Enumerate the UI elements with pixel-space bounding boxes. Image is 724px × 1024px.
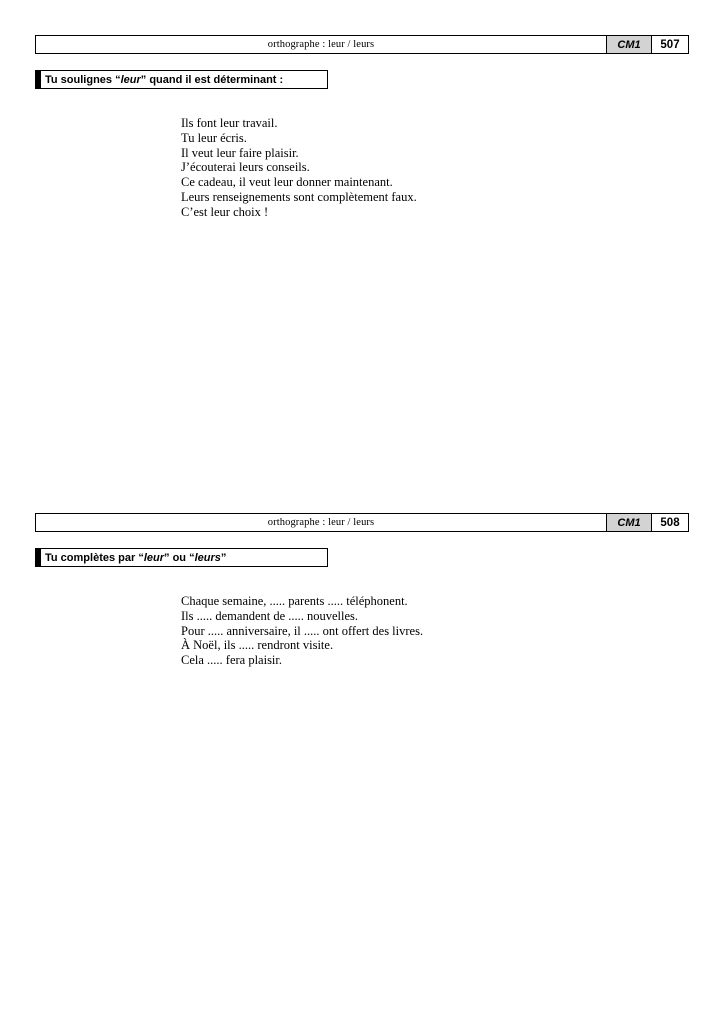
exercise-level-badge: CM1 xyxy=(606,36,651,53)
sentence-item: Leurs renseignements sont complètement faux. xyxy=(181,189,417,204)
sentence-item: Il veut leur faire plaisir. xyxy=(181,145,299,160)
sentence-item: Ce cadeau, il veut leur donner maintenant. xyxy=(181,175,393,190)
exercise-header xyxy=(35,513,689,532)
sentence-item: Pour ..... anniversaire, il ..... ont offert des livres. xyxy=(181,623,424,638)
instruction-prefix: Tu complètes par “ xyxy=(45,551,144,564)
instruction-emphasis-2: leurs xyxy=(194,551,221,564)
instruction-box xyxy=(35,70,328,89)
exercise-block-507 xyxy=(35,35,689,220)
sentence-list xyxy=(35,594,689,668)
instruction-emphasis: leur xyxy=(120,73,141,86)
sentence-item: Ils ..... demandent de ..... nouvelles. xyxy=(181,608,359,623)
sentence-item: J’écouterai leurs conseils. xyxy=(181,160,310,175)
sentence-item: Cela ..... fera plaisir. xyxy=(181,653,283,668)
sentence-item: C’est leur choix ! xyxy=(181,204,269,219)
sentence-item: À Noël, ils ..... rendront visite. xyxy=(181,638,334,653)
sentence-list xyxy=(35,116,689,220)
instruction-middle: ” ou “ xyxy=(164,551,195,564)
instruction-suffix: ” xyxy=(220,551,227,564)
instruction-suffix: ” quand il est déterminant : xyxy=(140,73,284,86)
instruction-text xyxy=(41,549,327,566)
exercise-number: 508 xyxy=(651,514,688,531)
exercise-title: orthographe : leur / leurs xyxy=(267,39,375,50)
sentence-item: Tu leur écris. xyxy=(181,130,247,145)
exercise-title: orthographe : leur / leurs xyxy=(267,517,375,528)
exercise-header xyxy=(35,35,689,54)
exercise-block-508 xyxy=(35,513,689,668)
exercise-number: 507 xyxy=(651,36,688,53)
instruction-text xyxy=(41,71,327,88)
instruction-emphasis: leur xyxy=(143,551,165,564)
sentence-item: Chaque semaine, ..... parents ..... téléphonent. xyxy=(181,594,408,608)
sentence-item: Ils font leur travail. xyxy=(181,116,278,130)
instruction-box xyxy=(35,548,328,567)
exercise-level-badge: CM1 xyxy=(606,514,651,531)
instruction-prefix: Tu soulignes “ xyxy=(45,73,121,86)
